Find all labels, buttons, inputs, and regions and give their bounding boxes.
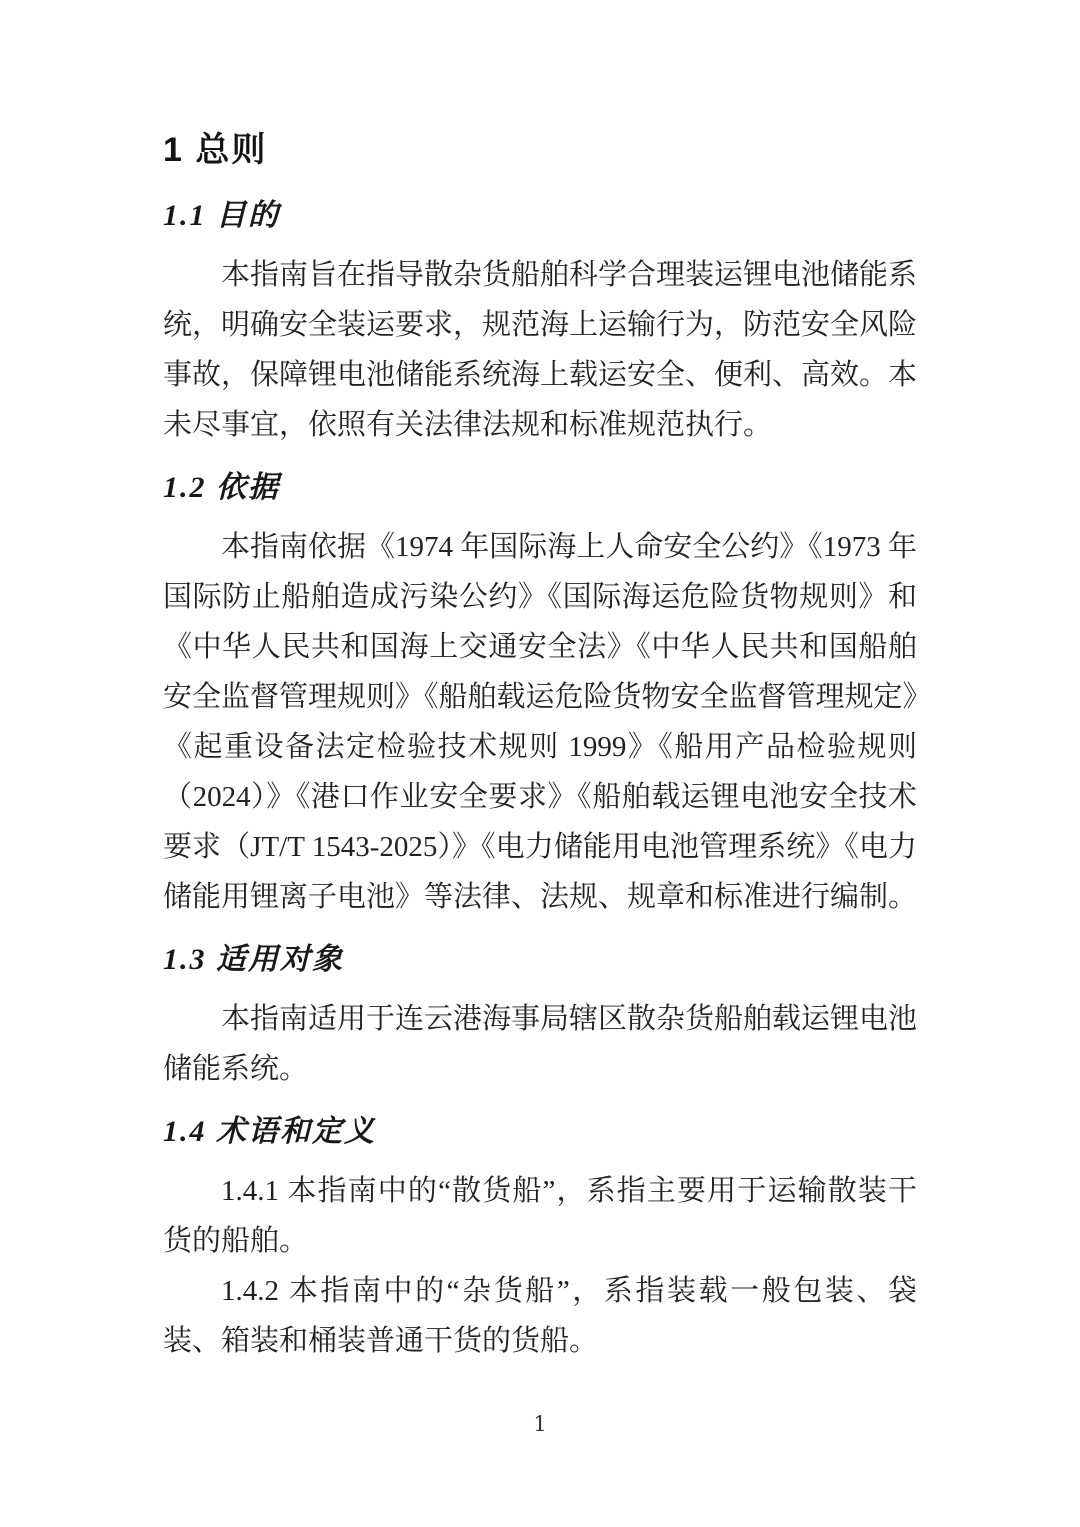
section-title-basis: 1.2 依据 <box>163 471 280 504</box>
paragraph-definition-general-cargo-ship: 1.4.2 本指南中的“杂货船”，系指装载一般包装、袋装、箱装和桶装普通干货的货船。 <box>163 1275 917 1357</box>
document-page-content <box>163 128 917 1366</box>
section-title-purpose: 1.1 目的 <box>163 199 280 232</box>
section-title-applicability: 1.3 适用对象 <box>163 943 344 976</box>
section-applicability <box>163 938 917 1094</box>
page-number: 1 <box>533 1412 547 1436</box>
section-terms-definitions <box>163 1110 917 1366</box>
section-purpose <box>163 194 917 450</box>
section-basis <box>163 466 917 922</box>
paragraph: 本指南依据《1974 年国际海上人命安全公约》《1973 年国际防止船舶造成污染公约》《国际海运危险货物规则》和《中华人民共和国海上交通安全法》《中华人民共和国船舶安全监督管理规则》《船舶载运危险货物安全监督管理规定》《起重设备法定检验技术规则 1999》《船用产品检验规则（2024）》《港口作业安全要求》《船舶载运锂电池安全技术要求（JT/T 1543-2025）》《电力储能用电池管理系统》《电力储能用锂离子电池》等法律、法规、规章和标准进行编制。 <box>163 531 918 913</box>
section-title-terms-definitions: 1.4 术语和定义 <box>163 1115 376 1148</box>
paragraph: 本指南适用于连云港海事局辖区散杂货船舶载运锂电池储能系统。 <box>163 1003 918 1085</box>
paragraph: 本指南旨在指导散杂货船舶科学合理装运锂电池储能系统，明确安全装运要求，规范海上运输行为，防范安全风险事故，保障锂电池储能系统海上载运安全、便利、高效。本未尽事宜，依照有关法律法规和标准规范执行。 <box>163 259 918 441</box>
paragraph-definition-bulk-carrier: 1.4.1 本指南中的“散货船”，系指主要用于运输散装干货的船舶。 <box>163 1175 917 1257</box>
chapter-heading: 1 总则 <box>163 131 268 169</box>
